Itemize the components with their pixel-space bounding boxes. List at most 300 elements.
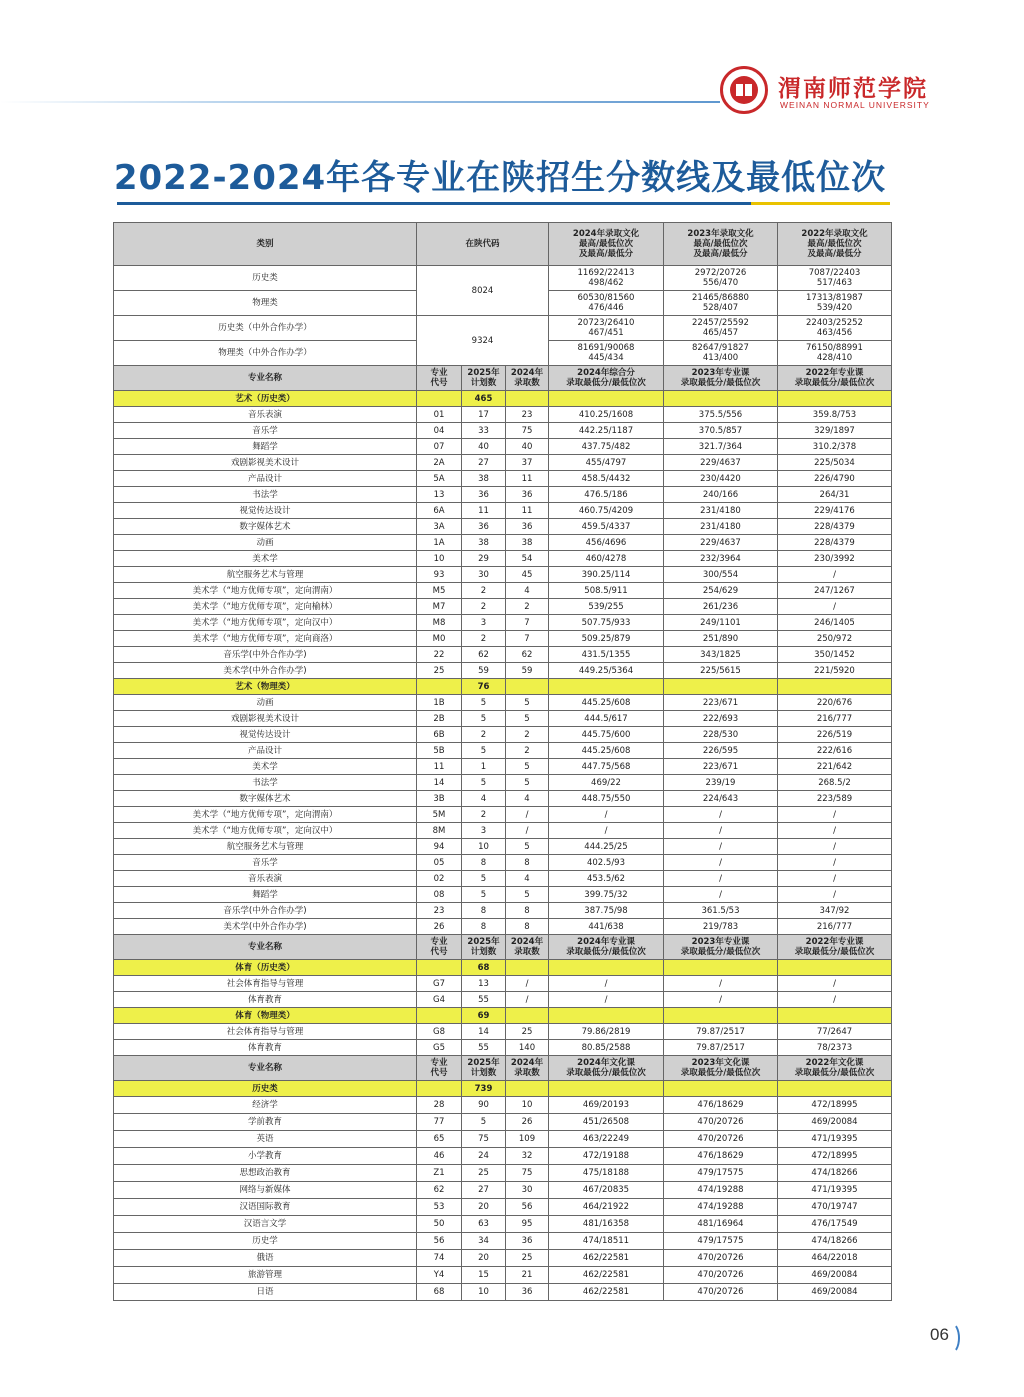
score-2023: 82647/91827 413/400 xyxy=(664,341,778,366)
table-cell: 223/589 xyxy=(778,791,892,807)
section-label: 体育（物理类） xyxy=(114,1008,417,1024)
table-cell: 470/20726 xyxy=(664,1250,778,1267)
table-cell: 75 xyxy=(462,1131,506,1148)
table-cell: 思想政治教育 xyxy=(114,1165,417,1182)
table-cell: 240/166 xyxy=(664,487,778,503)
empty-cell xyxy=(778,391,892,407)
header-c7: 2022年文化课 录取最低分/最低位次 xyxy=(778,1056,892,1081)
table-cell: 226/4790 xyxy=(778,471,892,487)
table-cell: 25 xyxy=(462,1165,506,1182)
table-cell: 68 xyxy=(417,1284,462,1301)
table-cell: 77/2647 xyxy=(778,1024,892,1040)
table-cell: 36 xyxy=(506,1284,549,1301)
table-cell: 8 xyxy=(462,919,506,935)
table-cell: 216/777 xyxy=(778,711,892,727)
empty-cell xyxy=(664,391,778,407)
table-cell: 视觉传达设计 xyxy=(114,503,417,519)
table-row xyxy=(114,535,892,551)
table-cell: 动画 xyxy=(114,695,417,711)
score-2024: 20723/26410 467/451 xyxy=(549,316,664,341)
table-cell: 268.5/2 xyxy=(778,775,892,791)
table-row xyxy=(114,775,892,791)
table-cell: 5 xyxy=(506,759,549,775)
table-cell: 1 xyxy=(462,759,506,775)
table-cell: 5 xyxy=(506,775,549,791)
university-logo xyxy=(720,66,930,116)
header-c2: 专业 代号 xyxy=(417,366,462,391)
table-cell: 13 xyxy=(417,487,462,503)
empty-cell xyxy=(778,960,892,976)
table-cell: 美术学（“地方优师专项”，定向汉中） xyxy=(114,615,417,631)
table-cell: 471/19395 xyxy=(778,1131,892,1148)
header-c4: 2024年 录取数 xyxy=(506,935,549,960)
table-cell: 231/4180 xyxy=(664,503,778,519)
table-cell: / xyxy=(664,887,778,903)
table-row xyxy=(114,519,892,535)
table-cell: 55 xyxy=(462,992,506,1008)
table-cell: 460.75/4209 xyxy=(549,503,664,519)
table-cell: 07 xyxy=(417,439,462,455)
table-cell: 4 xyxy=(506,871,549,887)
table-cell: Z1 xyxy=(417,1165,462,1182)
empty-cell xyxy=(506,1081,549,1097)
header-c1: 专业名称 xyxy=(114,366,417,391)
table-cell: 222/693 xyxy=(664,711,778,727)
table-cell: 474/18511 xyxy=(549,1233,664,1250)
empty-cell xyxy=(417,679,462,695)
table-row xyxy=(114,631,892,647)
table-cell: 56 xyxy=(417,1233,462,1250)
table-cell: 日语 xyxy=(114,1284,417,1301)
table-cell: 223/671 xyxy=(664,695,778,711)
table-cell: 62 xyxy=(462,647,506,663)
table-cell: / xyxy=(778,871,892,887)
section-label-row xyxy=(114,679,892,695)
table-cell: / xyxy=(549,992,664,1008)
table-cell: 38 xyxy=(462,535,506,551)
table-cell: 10 xyxy=(506,1097,549,1114)
table-row xyxy=(114,471,892,487)
table-cell: 美术学(中外合作办学) xyxy=(114,919,417,935)
empty-cell xyxy=(417,960,462,976)
category-name: 历史类 xyxy=(114,266,417,291)
table-cell: 产品设计 xyxy=(114,743,417,759)
table-cell: 464/22018 xyxy=(778,1250,892,1267)
table-row xyxy=(114,823,892,839)
table-cell: 140 xyxy=(506,1040,549,1056)
table-cell: 4 xyxy=(506,791,549,807)
title-rule xyxy=(117,202,890,205)
table-cell: 479/17575 xyxy=(664,1233,778,1250)
table-cell: 13 xyxy=(462,976,506,992)
table-cell: G8 xyxy=(417,1024,462,1040)
table-cell: 474/18266 xyxy=(778,1165,892,1182)
table-cell: 8 xyxy=(462,903,506,919)
table-cell: 463/22249 xyxy=(549,1131,664,1148)
table-cell: 8 xyxy=(506,903,549,919)
table-cell: 74 xyxy=(417,1250,462,1267)
table-cell: 59 xyxy=(462,663,506,679)
table-cell: 5 xyxy=(462,695,506,711)
empty-cell xyxy=(549,960,664,976)
table-cell: 5 xyxy=(462,887,506,903)
table-cell: 219/783 xyxy=(664,919,778,935)
table-cell: 美术学(中外合作办学) xyxy=(114,663,417,679)
table-cell: 3 xyxy=(462,615,506,631)
score-2023: 22457/25592 465/457 xyxy=(664,316,778,341)
table-cell: 445.25/608 xyxy=(549,695,664,711)
table-cell: 448.75/550 xyxy=(549,791,664,807)
table-cell: 359.8/753 xyxy=(778,407,892,423)
table-cell: 36 xyxy=(506,519,549,535)
table-cell: 2 xyxy=(506,743,549,759)
table-row xyxy=(114,407,892,423)
empty-cell xyxy=(778,1081,892,1097)
table-cell: / xyxy=(506,992,549,1008)
table-cell: 5 xyxy=(506,887,549,903)
table-cell: 79.86/2819 xyxy=(549,1024,664,1040)
table-cell: 444.5/617 xyxy=(549,711,664,727)
admission-score-table xyxy=(113,222,892,1301)
table-cell: 社会体育指导与管理 xyxy=(114,976,417,992)
table-cell: 36 xyxy=(462,487,506,503)
table-row xyxy=(114,663,892,679)
empty-cell xyxy=(417,1008,462,1024)
table-row xyxy=(114,1114,892,1131)
table-cell: 247/1267 xyxy=(778,583,892,599)
table-cell: M5 xyxy=(417,583,462,599)
table-cell: 40 xyxy=(506,439,549,455)
table-cell: 美术学（“地方优师专项”，定向渭南） xyxy=(114,807,417,823)
table-row xyxy=(114,992,892,1008)
table-row xyxy=(114,1097,892,1114)
table-cell: 343/1825 xyxy=(664,647,778,663)
table-cell: 460/4278 xyxy=(549,551,664,567)
table-cell: 23 xyxy=(417,903,462,919)
table-cell: 109 xyxy=(506,1131,549,1148)
score-2023: 21465/86880 528/407 xyxy=(664,291,778,316)
table-cell: 5 xyxy=(506,711,549,727)
table-cell: 舞蹈学 xyxy=(114,887,417,903)
table-cell: / xyxy=(664,839,778,855)
category-name: 历史类（中外合作办学） xyxy=(114,316,417,341)
table-row xyxy=(114,919,892,935)
page-number: 06 xyxy=(930,1325,949,1344)
table-cell: / xyxy=(778,807,892,823)
empty-cell xyxy=(778,679,892,695)
header-c1: 专业名称 xyxy=(114,935,417,960)
table-row xyxy=(114,487,892,503)
seal-icon xyxy=(720,66,768,114)
table-row xyxy=(114,503,892,519)
table-cell: 11 xyxy=(462,503,506,519)
table-row xyxy=(114,1131,892,1148)
table-cell: 470/19747 xyxy=(778,1199,892,1216)
table-cell: 7 xyxy=(506,615,549,631)
table-cell: 数字媒体艺术 xyxy=(114,791,417,807)
table-cell: / xyxy=(778,976,892,992)
table-cell: 2 xyxy=(462,583,506,599)
table-cell: 229/4637 xyxy=(664,455,778,471)
score-2024: 60530/81560 476/446 xyxy=(549,291,664,316)
table-row xyxy=(114,711,892,727)
table-row xyxy=(114,551,892,567)
header-2023: 2023年录取文化 最高/最低位次 及最高/最低分 xyxy=(664,223,778,266)
table-cell: 479/17575 xyxy=(664,1165,778,1182)
table-cell: 449.25/5364 xyxy=(549,663,664,679)
table-cell: 音乐学(中外合作办学) xyxy=(114,647,417,663)
table-cell: 476/18629 xyxy=(664,1148,778,1165)
table-cell: 441/638 xyxy=(549,919,664,935)
table-cell: 232/3964 xyxy=(664,551,778,567)
table-cell: 347/92 xyxy=(778,903,892,919)
table-cell: 62 xyxy=(417,1182,462,1199)
table-cell: 469/22 xyxy=(549,775,664,791)
table-cell: 469/20084 xyxy=(778,1284,892,1301)
table-cell: 300/554 xyxy=(664,567,778,583)
table-cell: 93 xyxy=(417,567,462,583)
table-cell: 5B xyxy=(417,743,462,759)
score-2022: 7087/22403 517/463 xyxy=(778,266,892,291)
table-cell: 254/629 xyxy=(664,583,778,599)
table-cell: 2 xyxy=(462,599,506,615)
table-cell: 小学教育 xyxy=(114,1148,417,1165)
page-title: 2022-2024年各专业在陕招生分数线及最低位次 xyxy=(113,158,887,198)
logo-name-cn: 渭南师范学院 xyxy=(778,75,928,102)
table-cell: 动画 xyxy=(114,535,417,551)
section-label: 历史类 xyxy=(114,1081,417,1097)
table-cell: 36 xyxy=(506,487,549,503)
table-cell: 90 xyxy=(462,1097,506,1114)
table-cell: 33 xyxy=(462,423,506,439)
table-cell: 445.25/608 xyxy=(549,743,664,759)
table-cell: 231/4180 xyxy=(664,519,778,535)
table-row xyxy=(114,1182,892,1199)
table-cell: 8 xyxy=(506,919,549,935)
table-row xyxy=(114,1267,892,1284)
table-cell: 音乐学 xyxy=(114,855,417,871)
table-cell: 251/890 xyxy=(664,631,778,647)
table-cell: 36 xyxy=(506,1233,549,1250)
table-cell: 10 xyxy=(417,551,462,567)
table-cell: / xyxy=(778,992,892,1008)
table-cell: 78/2373 xyxy=(778,1040,892,1056)
table-row xyxy=(114,1040,892,1056)
table-cell: 2 xyxy=(506,599,549,615)
table-cell: 音乐学 xyxy=(114,423,417,439)
table-cell: 视觉传达设计 xyxy=(114,727,417,743)
table-row xyxy=(114,1148,892,1165)
table-cell: 472/18995 xyxy=(778,1148,892,1165)
table-cell: 476.5/186 xyxy=(549,487,664,503)
table-cell: 447.75/568 xyxy=(549,759,664,775)
empty-cell xyxy=(506,679,549,695)
table-cell: 462/22581 xyxy=(549,1284,664,1301)
table-cell: 美术学（“地方优师专项”，定向渭南） xyxy=(114,583,417,599)
table-row xyxy=(114,743,892,759)
section-label-row xyxy=(114,1008,892,1024)
table-cell: 2 xyxy=(462,631,506,647)
table-cell: 250/972 xyxy=(778,631,892,647)
table-cell: 5A xyxy=(417,471,462,487)
section-plan-total: 465 xyxy=(462,391,506,407)
table-row xyxy=(114,1284,892,1301)
table-cell: / xyxy=(506,976,549,992)
table-cell: 英语 xyxy=(114,1131,417,1148)
table-row xyxy=(114,423,892,439)
table-cell: 美术学（“地方优师专项”，定向商洛） xyxy=(114,631,417,647)
table-cell: / xyxy=(778,823,892,839)
table-cell: 224/643 xyxy=(664,791,778,807)
table-cell: 5 xyxy=(506,839,549,855)
score-2024: 11692/22413 498/462 xyxy=(549,266,664,291)
general-header-row xyxy=(114,223,892,266)
empty-cell xyxy=(664,679,778,695)
table-cell: 戏剧影视美术设计 xyxy=(114,711,417,727)
table-cell: 历史学 xyxy=(114,1233,417,1250)
table-cell: 455/4797 xyxy=(549,455,664,471)
table-cell: 225/5034 xyxy=(778,455,892,471)
table-cell: 539/255 xyxy=(549,599,664,615)
table-cell: 2 xyxy=(506,727,549,743)
table-cell: 399.75/32 xyxy=(549,887,664,903)
table-cell: 402.5/93 xyxy=(549,855,664,871)
table-cell: 4 xyxy=(506,583,549,599)
table-cell: 509.25/879 xyxy=(549,631,664,647)
table-cell: 65 xyxy=(417,1131,462,1148)
table-cell: / xyxy=(664,976,778,992)
general-row xyxy=(114,266,892,291)
table-cell: 80.85/2588 xyxy=(549,1040,664,1056)
table-cell: 45 xyxy=(506,567,549,583)
score-2022: 22403/25252 463/456 xyxy=(778,316,892,341)
header-category: 类别 xyxy=(114,223,417,266)
table-cell: / xyxy=(778,839,892,855)
table-row xyxy=(114,455,892,471)
table-cell: 431.5/1355 xyxy=(549,647,664,663)
table-cell: 370.5/857 xyxy=(664,423,778,439)
table-cell: 226/519 xyxy=(778,727,892,743)
table-cell: 美术学 xyxy=(114,759,417,775)
table-cell: 6A xyxy=(417,503,462,519)
table-cell: 旅游管理 xyxy=(114,1267,417,1284)
table-cell: / xyxy=(664,823,778,839)
table-cell: 网络与新媒体 xyxy=(114,1182,417,1199)
table-cell: 470/20726 xyxy=(664,1267,778,1284)
header-c5: 2024年综合分 录取最低分/最低位次 xyxy=(549,366,664,391)
table-cell: 79.87/2517 xyxy=(664,1024,778,1040)
empty-cell xyxy=(549,1081,664,1097)
table-cell: 474/19288 xyxy=(664,1182,778,1199)
table-cell: 27 xyxy=(462,1182,506,1199)
table-cell: 3B xyxy=(417,791,462,807)
header-code: 在陕代码 xyxy=(417,223,549,266)
table-cell: 53 xyxy=(417,1199,462,1216)
empty-cell xyxy=(664,1008,778,1024)
table-cell: 230/4420 xyxy=(664,471,778,487)
table-cell: 20 xyxy=(462,1199,506,1216)
section-header-row xyxy=(114,1056,892,1081)
header-c5: 2024年专业课 录取最低分/最低位次 xyxy=(549,935,664,960)
table-cell: / xyxy=(664,855,778,871)
table-cell: 350/1452 xyxy=(778,647,892,663)
table-cell: 28 xyxy=(417,1097,462,1114)
table-cell: 462/22581 xyxy=(549,1267,664,1284)
empty-cell xyxy=(549,391,664,407)
table-cell: 学前教育 xyxy=(114,1114,417,1131)
table-cell: 08 xyxy=(417,887,462,903)
table-cell: G4 xyxy=(417,992,462,1008)
table-row xyxy=(114,759,892,775)
table-cell: 音乐学(中外合作办学) xyxy=(114,903,417,919)
empty-cell xyxy=(417,391,462,407)
table-cell: 2A xyxy=(417,455,462,471)
table-row xyxy=(114,439,892,455)
table-cell: 361.5/53 xyxy=(664,903,778,919)
table-cell: 社会体育指导与管理 xyxy=(114,1024,417,1040)
table-cell: 456/4696 xyxy=(549,535,664,551)
table-cell: 469/20084 xyxy=(778,1114,892,1131)
table-cell: 23 xyxy=(506,407,549,423)
table-cell: 6B xyxy=(417,727,462,743)
table-row xyxy=(114,887,892,903)
table-cell: 21 xyxy=(506,1267,549,1284)
empty-cell xyxy=(506,960,549,976)
table-cell: 75 xyxy=(506,1165,549,1182)
table-cell: 美术学（“地方优师专项”，定向榆林） xyxy=(114,599,417,615)
table-cell: / xyxy=(506,823,549,839)
table-cell: 3A xyxy=(417,519,462,535)
table-cell: 产品设计 xyxy=(114,471,417,487)
table-cell: 40 xyxy=(462,439,506,455)
table-cell: 2 xyxy=(462,727,506,743)
table-cell: 46 xyxy=(417,1148,462,1165)
score-2022: 17313/81987 539/420 xyxy=(778,291,892,316)
table-row xyxy=(114,976,892,992)
table-cell: 30 xyxy=(506,1182,549,1199)
table-cell: 221/642 xyxy=(778,759,892,775)
table-cell: 472/19188 xyxy=(549,1148,664,1165)
table-cell: 476/18629 xyxy=(664,1097,778,1114)
table-cell: 经济学 xyxy=(114,1097,417,1114)
table-cell: 79.87/2517 xyxy=(664,1040,778,1056)
table-cell: 222/616 xyxy=(778,743,892,759)
table-cell: 464/21922 xyxy=(549,1199,664,1216)
table-cell: 481/16358 xyxy=(549,1216,664,1233)
table-cell: 226/595 xyxy=(664,743,778,759)
table-cell: 471/19395 xyxy=(778,1182,892,1199)
table-cell: 11 xyxy=(417,759,462,775)
table-cell: / xyxy=(549,807,664,823)
header-c6: 2023年文化课 录取最低分/最低位次 xyxy=(664,1056,778,1081)
table-cell: 462/22581 xyxy=(549,1250,664,1267)
table-cell: 体育教育 xyxy=(114,1040,417,1056)
header-c1: 专业名称 xyxy=(114,1056,417,1081)
table-cell: 228/4379 xyxy=(778,519,892,535)
table-cell: 航空服务艺术与管理 xyxy=(114,567,417,583)
table-cell: G5 xyxy=(417,1040,462,1056)
table-cell: 戏剧影视美术设计 xyxy=(114,455,417,471)
table-cell: / xyxy=(549,976,664,992)
table-cell: 264/31 xyxy=(778,487,892,503)
table-cell: 474/18266 xyxy=(778,1233,892,1250)
table-cell: / xyxy=(549,823,664,839)
table-cell: 10 xyxy=(462,1284,506,1301)
table-cell: 38 xyxy=(506,535,549,551)
table-cell: 26 xyxy=(417,919,462,935)
table-cell: 美术学 xyxy=(114,551,417,567)
table-cell: 59 xyxy=(506,663,549,679)
